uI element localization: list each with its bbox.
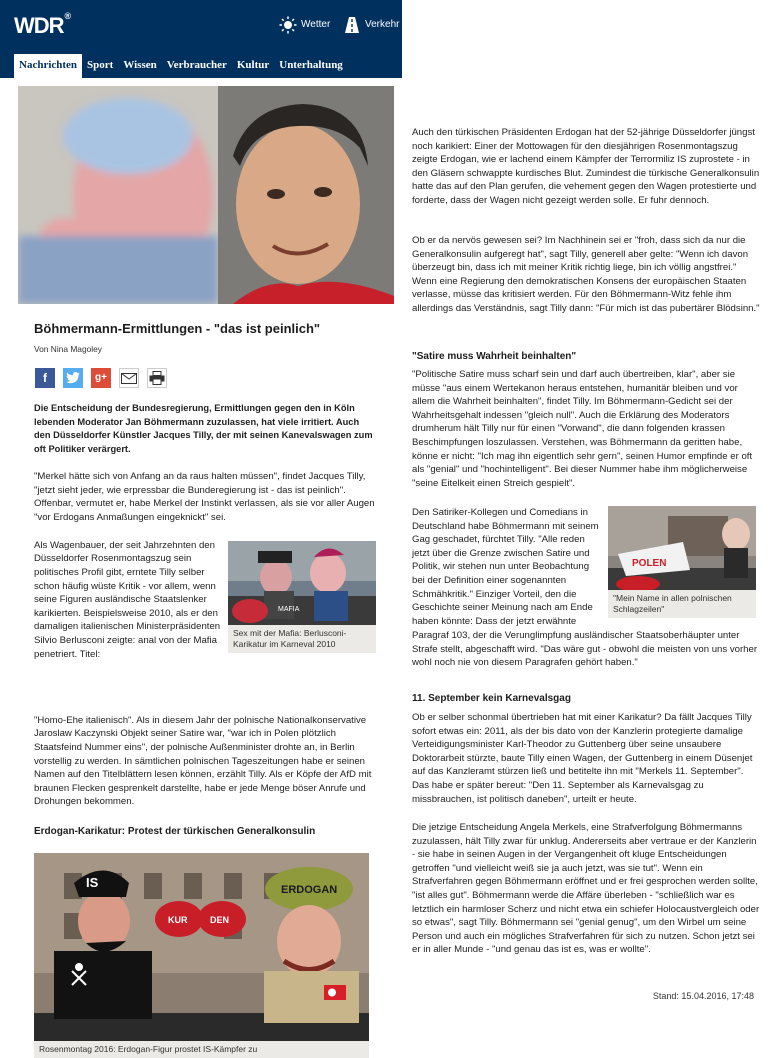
erdogan-label: ERDOGAN	[281, 884, 337, 896]
traffic-link[interactable]: Verkehr	[343, 16, 399, 34]
nav-nachrichten[interactable]: Nachrichten	[14, 54, 82, 80]
hero-photo	[18, 86, 394, 304]
den-label: DEN	[210, 915, 229, 925]
subheading-september: 11. September kein Karnevalsgag	[412, 692, 760, 706]
article-lead: Die Entscheidung der Bundesregierung, Ermittlungen gegen den in Köln lebenden Moderator Jan Böhmermann zuzulassen, hat viele irritiert. Auch den Düsseldorfer Künstler Jacques Tilly, der mit seinen Kanevalswagen zum oft Politiker verärgert.	[34, 402, 378, 456]
sun-icon	[279, 16, 297, 34]
paragraph: Ob er selber schonmal übertrieben hat mit einer Karikatur? Da fällt Jacques Tilly sofort etwas ein: 2011, als der bis dato von der Kanzlerin protegierte damalige Verteidigungsminister Karl-Theodor zu Guttenberg über seine unsaubere Doktorarbeit stürzte, baute Tilly einen Wagen, der Guttenberg in einem Düsenjet auf das Kanzleramt stürzen ließ und betitelte ihn mit "Merkels 11. September". Das habe er später bereut: "Den 11. September als Karnevalsgag zu missbrauchen, ist politisch daneben", urteilt er heute.	[412, 711, 760, 806]
weather-link[interactable]: Wetter	[279, 16, 330, 34]
polen-label: POLEN	[632, 558, 666, 569]
print-icon[interactable]	[147, 368, 167, 388]
berlusconi-illustration	[228, 541, 376, 625]
kur-label: KUR	[168, 915, 188, 925]
paragraph: Die jetzige Entscheidung Angela Merkels, eine Strafverfolgung Böhmermanns zuzulassen, hält Tilly zwar für unklug. Andererseits aber vertraue er der Kanzlerin - sie habe in seinen Augen in der Vergangenheit oft kluge Entscheidungen getroffen "und vielleicht weiß sie ja auch jetzt, was sie tut". Wenn ein Strafverfahren gegen Böhmermann eröffnet und er frei gesprochen werden sollte, "ist alles gut". Böhmermann werde die Affäre überleben - "schließlich war es letztlich ein harmloser Scherz und nicht etwa ein schiefer Holocaustvergleich oder so etwas", sagt Tilly. Böhmermann sei "genial genug", um den Wirbel um seine Person und auch ein mögliches Strafverfahren für sich zu nutzen. Schon jetzt sei er in aller Munde - "und genau das ist es, was er wollte".	[412, 821, 760, 957]
subheading-satire: "Satire muss Wahrheit beinhalten"	[412, 350, 760, 364]
nav-wissen[interactable]: Wissen	[118, 54, 161, 80]
erdogan-figure	[34, 853, 369, 1058]
polen-figure	[608, 506, 756, 618]
polen-photo	[608, 506, 756, 590]
email-icon[interactable]	[119, 368, 139, 388]
hero-illustration	[18, 86, 394, 304]
article-left-column	[18, 78, 394, 1058]
paragraph: "Merkel hätte sich von Anfang an da raus halten müssen", findet Jacques Tilly, "jetzt sieht jeder, wie erpressbar die Bunderegierung ist - das ist peinlich". Offenbar, vermutet er, habe Merkel der Instinkt verlassen, als sie vor aller Augen "vor Erdogans Anmaßungen eingeknickt" sei.	[34, 470, 378, 524]
paragraph: Ob er da nervös gewesen sei? Im Nachhinein sei er "froh, dass sich da nur die Generalkonsulin aufgeregt hat", sagt Tilly, generell aber gelte: "Wenn ich davon überzeugt bin, dass ich mit meiner Kritik richtig liege, bin ich völlig angstfrei." Wenn eine Regierung den demokratischen Konsens der europäischen Staaten verlasse, müsse das kritisiert werden. Für den Böhmermann-Witz fehle ihm allerdings das Verständnis, sagt Tilly dann: "Für mich ist das pubertärer Blödsinn."	[412, 234, 760, 316]
subheading-erdogan: Erdogan-Karikatur: Protest der türkischen Generalkonsulin	[34, 825, 394, 839]
berlusconi-figure	[228, 541, 376, 653]
nav-kultur[interactable]: Kultur	[232, 54, 274, 80]
paragraph: "Homo-Ehe italienisch". Als in diesem Jahr der polnische Nationalkonservative Jaroslaw Kaczynski Objekt seiner Satire war, "war ich in Polen plötzlich Staatsfeind Nummer eins", der polnische Außenminister drohte an, in Berlin vorstellig zu werden. In sämtlichen polnischen Tageszeitungen habe er seinen Namen auf den Titelblättern lesen können, erzählt Tilly. Als er Köpfe der AfD mit braunen Flecken gesprenkelt darstellte, habe er jede Menge böser Anrufe und Drohungen bekommen.	[34, 714, 378, 809]
twitter-icon[interactable]	[63, 368, 83, 388]
polen-illustration	[608, 506, 756, 590]
article-title: Böhmermann-Ermittlungen - "das ist peinlich"	[34, 320, 394, 338]
erdogan-caption: Rosenmontag 2016: Erdogan-Figur prostet IS-Kämpfer zu	[34, 1041, 369, 1058]
site-header	[0, 0, 402, 78]
facebook-icon[interactable]: f	[35, 368, 55, 388]
paragraph: Den Satiriker-Kollegen und Comedians in Deutschland habe Böhmermann mit seinem Gag geschadet, fürchtet Tilly. "Alle reden jetzt über die Grenze zwischen Satire und Politik, wir stehen nun unter Beobachtung bei der Definition einer sogenannten Schmähkritik." Einziger Vorteil, den die Geschichte seiner Meinung nach am Ende haben könnte: Dass der jetzt erwähnte	[412, 506, 604, 628]
berlusconi-section	[18, 539, 394, 737]
berlusconi-photo	[228, 541, 376, 625]
article-timestamp: Stand: 15.04.2016, 17:48	[653, 990, 754, 1003]
paragraph: Auch den türkischen Präsidenten Erdogan hat der 52-jährige Düsseldorfer jüngst noch karikiert: Einer der Mottowagen für den diesjährigen Rosenmontagszug zeigte Erdogan, wie er lachend einem Kämpfer der Terrormiliz IS zuprostete - in den Gläsern schwappte kurdisches Blut. Zumindest die türkische Generalkonsulin hatte das auf den Plan gerufen, die vehement gegen den Wagen protestierte und forderte, dass der Wagen nicht gezeigt werden solle. Er fuhr dennoch.	[412, 126, 760, 208]
road-icon	[343, 16, 361, 34]
paragraph: Als Wagenbauer, der seit Jahrzehnten den Düsseldorfer Rosenmontagszug sein politisches Profil gibt, erntete Tilly selber schon häufig wüste Kritik - vor allem, wenn seine Figuren ausländische Staatslenker karikierten. Beispielsweise 2010, als er den damaligen italienischen Ministerpräsidenten Silvio Berlusconi zeigte: anal von der Mafia penetriert. Titel:	[34, 539, 232, 661]
erdogan-photo	[34, 853, 369, 1041]
article-author: Von Nina Magoley	[34, 344, 394, 356]
main-nav	[14, 54, 348, 80]
nav-verbraucher[interactable]: Verbraucher	[162, 54, 232, 80]
nav-unterhaltung[interactable]: Unterhaltung	[274, 54, 348, 80]
paragraph: Paragraf 103, der die Verunglimpfung ausländischer Staatsoberhäupter unter Strafe stellt, abgeschafft wird. "Das wäre gut - obwohl die meisten von uns vorher wohl noch nie von diesem Paragrafen gehört haben."	[412, 629, 760, 670]
googleplus-icon[interactable]: g+	[91, 368, 111, 388]
paragraph: "Politische Satire muss scharf sein und darf auch übertreiben, klar", aber sie müsse "aus einem Wertekanon heraus entstehen, humanitär bleiben und vor allem die Wahrheit beinhalten", findet Tilly. Im Böhmermann-Gedicht sei der Wahrheitsgehalt indessen "gleich null". Auch die Erklärung des Moderators drumherum hält Tilly nur für einen "Vorwand", die dann folgenden krassen Beschimpfungen loszulassen. Verstehen, was Böhmermann da geritten habe, könne er nicht: "Ich mag ihn eigentlich sehr gern", seinen Humor empfinde er oft als "genial" und "hochintelligent". Bei dieser Nummer habe ihm möglicherweise "seine Eitelkeit einen Streich gespielt".	[412, 368, 760, 490]
polen-caption: "Mein Name in allen polnischen Schlagzeilen"	[608, 590, 756, 618]
is-label: IS	[86, 875, 99, 890]
erdogan-illustration	[34, 853, 369, 1041]
berlusconi-caption: Sex mit der Mafia: Berlusconi-Karikatur im Karneval 2010	[228, 625, 376, 653]
share-bar	[35, 368, 394, 388]
nav-sport[interactable]: Sport	[82, 54, 118, 80]
mafia-label: MAFIA	[278, 606, 300, 613]
wdr-logo[interactable]: WDR®	[14, 10, 70, 41]
